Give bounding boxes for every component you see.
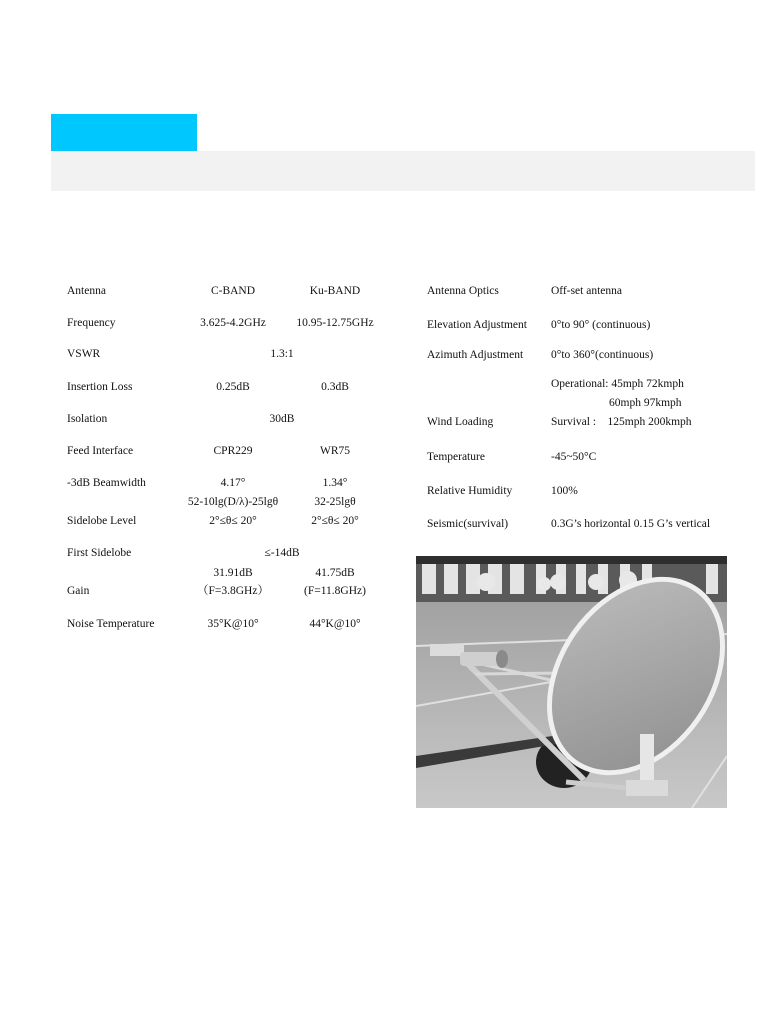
- label-temperature: Temperature: [427, 451, 485, 463]
- value-sidelobe-range-c: 2°≤θ≤ 20°: [209, 515, 257, 527]
- label-vswr: VSWR: [67, 348, 101, 360]
- value-gain-ku: 41.75dB: [315, 567, 355, 579]
- value-wind-operational-2: 60mph 97kmph: [609, 397, 682, 409]
- value-temperature: -45~50°C: [551, 451, 597, 463]
- value-insertion-loss-c: 0.25dB: [216, 381, 250, 393]
- value-frequency-c: 3.625-4.2GHz: [200, 317, 266, 329]
- value-wind-operational: Operational: 45mph 72kmph: [551, 378, 684, 390]
- label-wind-loading: Wind Loading: [427, 416, 494, 428]
- value-antenna-optics: Off-set antenna: [551, 285, 622, 297]
- value-feed-interface-ku: WR75: [319, 445, 351, 457]
- label-seismic: Seismic(survival): [427, 518, 509, 530]
- col-header-c-band: C-BAND: [210, 285, 256, 297]
- label-azimuth-adjustment: Azimuth Adjustment: [427, 349, 524, 361]
- label-frequency: Frequency: [67, 317, 116, 329]
- value-sidelobe-range-ku: 2°≤θ≤ 20°: [311, 515, 359, 527]
- value-first-sidelobe: ≤-14dB: [264, 547, 300, 559]
- header-band: [51, 151, 755, 191]
- value-vswr: 1.3:1: [270, 348, 294, 360]
- value-noise-temperature-c: 35°K@10°: [207, 618, 259, 630]
- label-beamwidth: -3dB Beamwidth: [67, 477, 146, 489]
- label-gain: Gain: [67, 585, 90, 597]
- value-seismic: 0.3G’s horizontal 0.15 G’s vertical: [551, 518, 711, 530]
- label-feed-interface: Feed Interface: [67, 445, 134, 457]
- label-relative-humidity: Relative Humidity: [427, 485, 513, 497]
- value-insertion-loss-ku: 0.3dB: [321, 381, 349, 393]
- value-noise-temperature-ku: 44°K@10°: [309, 618, 361, 630]
- value-beamwidth-ku: 1.34°: [322, 477, 348, 489]
- header-accent-bar: [51, 114, 197, 151]
- satellite-dish-photo: [416, 556, 727, 808]
- value-feed-interface-c: CPR229: [213, 445, 253, 457]
- label-isolation: Isolation: [67, 413, 108, 425]
- value-frequency-ku: 10.95-12.75GHz: [296, 317, 374, 329]
- value-gain-freq-c: （F=3.8GHz）: [197, 585, 269, 597]
- col-header-ku-band: Ku-BAND: [309, 285, 361, 297]
- value-sidelobe-formula-c: 52-10lg(D/λ)-25lgθ: [187, 496, 279, 508]
- value-beamwidth-c: 4.17°: [220, 477, 246, 489]
- label-antenna: Antenna: [67, 285, 106, 297]
- label-noise-temperature: Noise Temperature: [67, 618, 155, 630]
- label-elevation-adjustment: Elevation Adjustment: [427, 319, 527, 331]
- value-azimuth-adjustment: 0°to 360°(continuous): [551, 349, 654, 361]
- label-insertion-loss: Insertion Loss: [67, 381, 133, 393]
- label-first-sidelobe: First Sidelobe: [67, 547, 132, 559]
- value-elevation-adjustment: 0°to 90° (continuous): [551, 319, 651, 331]
- value-sidelobe-formula-ku: 32-25lgθ: [314, 496, 356, 508]
- label-antenna-optics: Antenna Optics: [427, 285, 499, 297]
- value-isolation: 30dB: [269, 413, 295, 425]
- value-wind-survival: Survival : 125mph 200kmph: [551, 416, 692, 428]
- value-gain-freq-ku: (F=11.8GHz): [304, 585, 366, 597]
- label-sidelobe-level: Sidelobe Level: [67, 515, 137, 527]
- value-gain-c: 31.91dB: [213, 567, 253, 579]
- value-relative-humidity: 100%: [551, 485, 578, 497]
